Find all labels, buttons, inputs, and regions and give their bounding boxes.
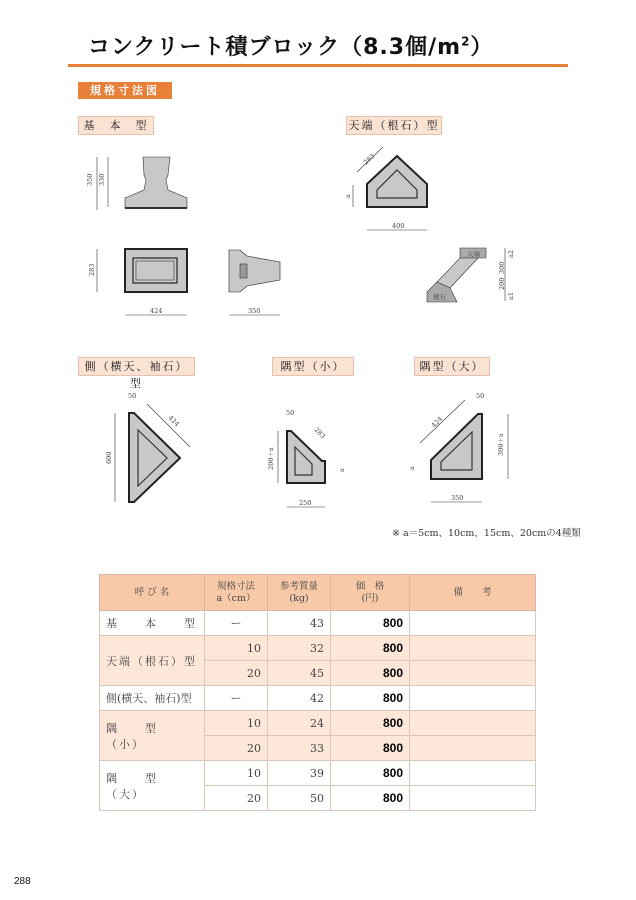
dim-tenba-w: 400 — [392, 222, 405, 230]
label-corner-small: 隅型（小） — [272, 357, 354, 376]
table-row — [100, 686, 536, 711]
dim-tenba-a1: a1 — [507, 291, 515, 300]
title-text: コンクリート積ブロック（8.3個/m — [88, 35, 462, 60]
row-remarks — [410, 611, 536, 636]
header-remarks: 備 考 — [410, 575, 536, 611]
row-size: 20 — [205, 661, 268, 686]
dim-cl-h: 300＋a — [497, 433, 505, 456]
table-row — [100, 636, 536, 661]
row-remarks — [410, 711, 536, 736]
row-size: 10 — [205, 761, 268, 786]
dim-cs-base: 250 — [299, 499, 312, 507]
dim-cl-w: 50 — [476, 392, 485, 400]
dim-side-slope: 424 — [166, 413, 182, 429]
row-weight: 39 — [268, 761, 331, 786]
label-tenba: 天端（根石）型 — [346, 116, 442, 135]
dim-basic-w1: 424 — [150, 307, 163, 315]
dim-cs-a: a — [338, 468, 346, 472]
dim-tenba-a: a — [344, 194, 352, 198]
dim-basic-h1: 350 — [86, 173, 94, 186]
row-remarks — [410, 636, 536, 661]
row-size: 10 — [205, 711, 268, 736]
dim-basic-w2: 350 — [248, 307, 261, 315]
row-price: 800 — [331, 611, 410, 636]
row-weight: 24 — [268, 711, 331, 736]
dim-cs-w: 50 — [286, 409, 295, 417]
basic-plan-drawing — [97, 249, 187, 315]
row-price: 800 — [331, 786, 410, 811]
dim-cs-h: 200＋a — [267, 447, 275, 470]
row-size: ー — [205, 686, 268, 711]
row-weight: 32 — [268, 636, 331, 661]
row-size: ー — [205, 611, 268, 636]
row-name: 隅 型 （小） — [100, 711, 205, 761]
dim-cl-slope: 424 — [429, 414, 445, 430]
row-name: 隅 型 （大） — [100, 761, 205, 811]
dim-cs-slope: 283 — [312, 425, 328, 441]
row-weight: 33 — [268, 736, 331, 761]
label-corner-large: 隅型（大） — [414, 357, 490, 376]
section-heading: 規格寸法図 — [78, 82, 172, 99]
title-superscript: 2 — [461, 34, 471, 49]
dim-tenba-bottom: 根石 — [433, 293, 446, 301]
label-basic: 基 本 型 — [78, 116, 154, 135]
dim-tenba-a2: a2 — [507, 249, 515, 258]
row-size: 20 — [205, 786, 268, 811]
row-price: 800 — [331, 636, 410, 661]
header-name: 呼 び 名 — [100, 575, 205, 611]
row-name: 基 本 型 — [100, 611, 205, 636]
row-remarks — [410, 786, 536, 811]
header-size: 規格寸法 a（cm） — [205, 575, 268, 611]
row-weight: 42 — [268, 686, 331, 711]
row-remarks — [410, 686, 536, 711]
dim-cl-base: 350 — [451, 494, 464, 502]
header-weight: 参考質量 (kg) — [268, 575, 331, 611]
note-text: ※ a＝5cm、10cm、15cm、20cmの4種類 — [392, 528, 581, 539]
title-close: ） — [470, 35, 494, 60]
dim-basic-h3: 283 — [88, 263, 96, 276]
header-price: 価 格 (円) — [331, 575, 410, 611]
dim-tenba-top: 天端 — [467, 250, 480, 258]
dim-basic-h2: 330 — [98, 173, 106, 186]
corner-large-drawing — [420, 400, 508, 502]
basic-side-drawing — [229, 250, 280, 315]
dim-side-h: 600 — [105, 451, 113, 464]
basic-front-drawing — [97, 157, 187, 210]
page-number: 288 — [14, 876, 31, 887]
row-name: 側(横天、袖石)型 — [100, 686, 205, 711]
dim-cl-a: a — [408, 466, 416, 470]
row-weight: 43 — [268, 611, 331, 636]
dim-tenba-slope: 283 — [361, 152, 377, 167]
table-header-row — [100, 575, 536, 611]
row-price: 800 — [331, 736, 410, 761]
row-name: 天端（根石）型 — [100, 636, 205, 686]
table-row — [100, 611, 536, 636]
label-side: 側（横天、袖石）型 — [78, 357, 195, 376]
dim-tenba-d2: 200 — [498, 277, 506, 290]
row-remarks — [410, 736, 536, 761]
table-row — [100, 711, 536, 736]
row-weight: 45 — [268, 661, 331, 686]
row-price: 800 — [331, 711, 410, 736]
row-weight: 50 — [268, 786, 331, 811]
price-table — [99, 574, 536, 811]
row-size: 10 — [205, 636, 268, 661]
table-row — [100, 761, 536, 786]
row-price: 800 — [331, 761, 410, 786]
dim-tenba-d1: 300 — [498, 261, 506, 274]
row-price: 800 — [331, 661, 410, 686]
row-size: 20 — [205, 736, 268, 761]
corner-small-drawing — [278, 431, 325, 507]
row-remarks — [410, 661, 536, 686]
side-drawing — [115, 404, 190, 502]
dim-side-w: 50 — [128, 392, 137, 400]
row-price: 800 — [331, 686, 410, 711]
row-remarks — [410, 761, 536, 786]
